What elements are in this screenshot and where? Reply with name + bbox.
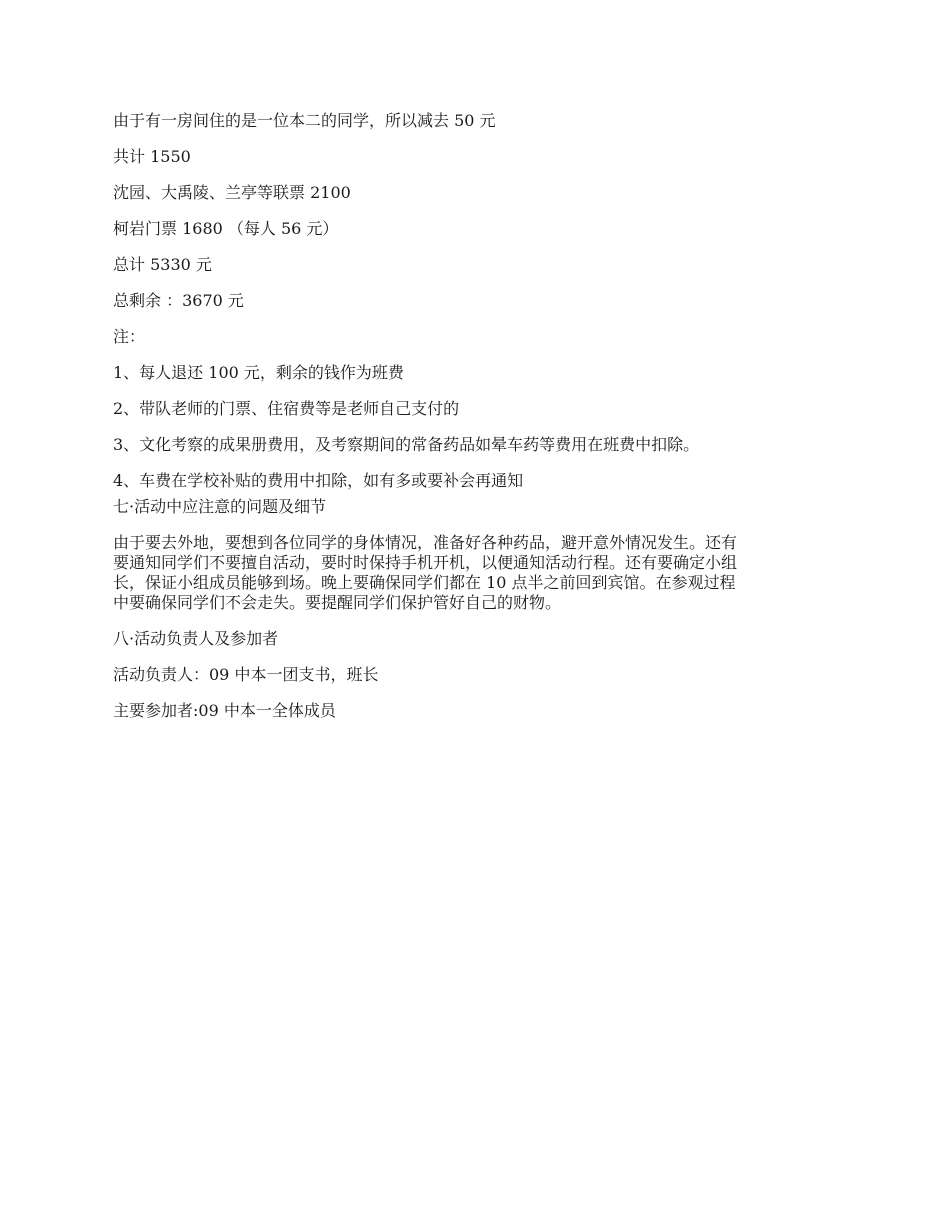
text-line-combo-ticket: 沈园、大禹陵、兰亭等联票 2100 (113, 183, 351, 202)
section-7-paragraph (113, 533, 838, 613)
document-page (113, 111, 838, 737)
note-item-2: 2、带队老师的门票、住宿费等是老师自己支付的 (113, 399, 460, 418)
paragraph-line: 由于要去外地，要想到各位同学的身体情况，准备好各种药品，避开意外情况发生。还有 (113, 533, 738, 552)
text-line-remaining: 总剩余 ：3670 元 (113, 291, 244, 310)
note-item-4: 4、车费在学校补贴的费用中扣除，如有多或要补会再通知 (113, 471, 524, 490)
main-participants: 主要参加者:09 中本一全体成员 (113, 701, 336, 720)
paragraph-line: 中要确保同学们不会走失。要提醒同学们保护管好自己的财物。 (113, 593, 562, 612)
note-heading: 注： (113, 327, 146, 346)
note-item-3: 3、文化考察的成果册费用，及考察期间的常备药品如晕车药等费用在班费中扣除。 (113, 435, 700, 454)
text-line-total: 总计 5330 元 (113, 255, 212, 274)
activity-leader: 活动负责人：09 中本一团支书，班长 (113, 665, 379, 684)
section-7-heading: 七·活动中应注意的问题及细节 (113, 497, 327, 516)
note-item-1: 1、每人退还 100 元，剩余的钱作为班费 (113, 363, 404, 382)
text-line-keyan-ticket: 柯岩门票 1680 （每人 56 元） (113, 219, 339, 238)
section-8-heading: 八·活动负责人及参加者 (113, 629, 279, 648)
text-line-subtotal: 共计 1550 (113, 147, 191, 166)
paragraph-line: 要通知同学们不要擅自活动，要时时保持手机开机，以便通知活动行程。还有要确定小组 (113, 553, 738, 572)
paragraph-line: 长，保证小组成员能够到场。晚上要确保同学们都在 10 点半之前回到宾馆。在参观过程 (113, 573, 736, 592)
text-line-deduction: 由于有一房间住的是一位本二的同学，所以减去 50 元 (113, 111, 496, 130)
